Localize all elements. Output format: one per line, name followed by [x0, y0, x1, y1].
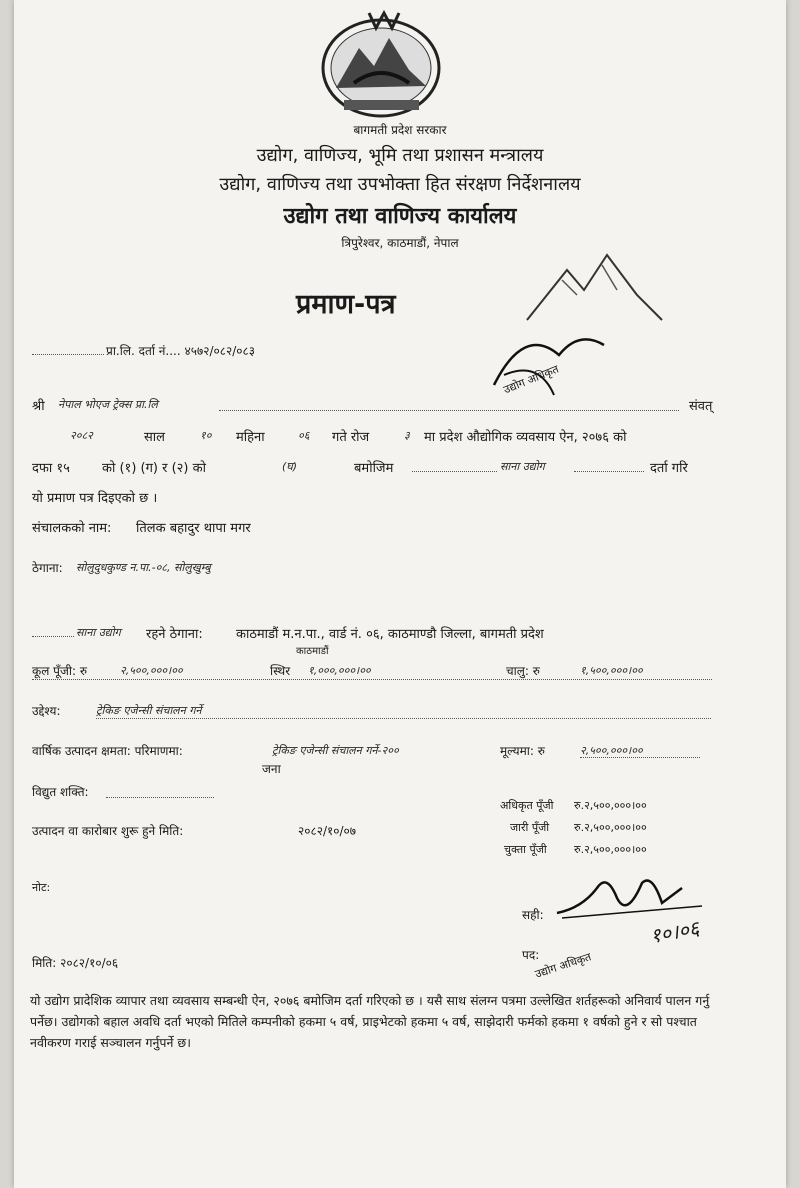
director-label: संचालकको नाम: [32, 521, 112, 536]
office-address: त्रिपुरेश्वर, काठमाडौं, नेपाल [341, 236, 459, 250]
purpose-value: ट्रेकिङ एजेन्सी संचालन गर्ने [96, 704, 202, 717]
shri-label: श्री [32, 399, 45, 414]
signature-date: १०।०६ [648, 915, 701, 949]
fixed-capital-label: स्थिर [270, 664, 291, 678]
worth-label: मूल्यमा: रु [500, 744, 545, 758]
dafa-label: दफा १५ [32, 461, 70, 476]
type-dots [412, 471, 497, 472]
paid-capital: रु.२,५००,०००।०० [574, 843, 647, 856]
gov-name: बागमती प्रदेश सरकार [353, 123, 447, 137]
reg-month: १० [200, 429, 212, 442]
worth-dots [580, 757, 700, 758]
industry-address-label: रहने ठेगाना: [146, 627, 203, 642]
month-label: महिना [236, 430, 265, 445]
issued-capital: रु.२,५००,०००।०० [574, 821, 647, 834]
certificate-page [14, 0, 786, 1188]
address-label: ठेगाना: [32, 561, 63, 575]
power-dots [106, 797, 214, 798]
start-date-label: उत्पादन वा कारोबार शुरू हुने मिति: [32, 824, 184, 838]
capacity-value: ट्रेकिङ एजेन्सी संचालन गर्ने-२०० [272, 744, 399, 757]
note-label: नोट: [32, 881, 51, 894]
fixed-capital: १,०००,०००।०० [308, 664, 371, 677]
year-label: साल [144, 430, 165, 445]
start-date: २०८२/१०/०७ [298, 824, 357, 838]
name-dots [219, 410, 679, 411]
clause-label: को (१) (ग) र (२) को [102, 461, 206, 476]
signature-label: सही: [522, 908, 544, 922]
nepal-emblem-icon [314, 8, 449, 123]
certificate-title: प्रमाण-पत्र [296, 289, 396, 320]
issued-capital-label: जारी पूँजी [510, 821, 550, 834]
company-logo-stamp-icon [522, 250, 672, 325]
industry-type-2: साना उद्योग [76, 626, 121, 639]
industry-type: साना उद्योग [500, 460, 545, 473]
darta-gari-label: दर्ता गरि [650, 461, 688, 476]
ind-dots [32, 636, 74, 637]
authorized-capital-label: अधिकृत पूँजी [500, 799, 554, 812]
purpose-label: उद्देश्य: [32, 704, 61, 718]
authorized-capital: रु.२,५००,०००।०० [574, 799, 647, 812]
purpose-dots [96, 718, 711, 719]
act-text: मा प्रदेश औद्योगिक व्यवसाय ऐन, २०७६ को [424, 430, 627, 445]
footer-paragraph: यो उद्योग प्रादेशिक व्यापार तथा व्यवसाय सम्बन्धी ऐन, २०७६ बमोजिम दर्ता गरिएको छ । यसै साथ संलग्न पत्रमा उल्लेखित शर्तहरूको अनिवार्य पालन गर्नु पर्नेछ। उद्योगको बहाल अवधि दर्ता भएको मितिले कम्पनीको हकमा ५ वर्ष, प्राइभेटको हकमा ५ वर्ष, साझेदारी फर्मको हकमा १ वर्षको हुने र सो पश्चात नवीकरण गराई सञ्चालन गर्नुपर्ने छ। [30, 993, 710, 1050]
bamojim-label: बमोजिम [354, 461, 394, 476]
day-label: गते रोज [332, 430, 370, 445]
capital-dots [32, 679, 712, 680]
certificate-issued-text: यो प्रमाण पत्र दिइएको छ । [32, 491, 158, 506]
total-capital: २,५००,०००।०० [120, 664, 183, 677]
registration-number: प्रा.लि. दर्ता नं.... ४५७२/०८२/०८३ [106, 344, 255, 358]
capacity-label: वार्षिक उत्पादन क्षमता: परिमाणमा: [32, 744, 183, 758]
director-name: तिलक बहादुर थापा मगर [136, 521, 251, 536]
company-name: नेपाल भोएज ट्रेक्स प्रा.लि [58, 398, 158, 411]
weekday: ३ [404, 429, 410, 442]
director-address: सोलुदुधकुण्ड न.पा.-०८, सोलुखुम्बु [76, 561, 211, 574]
directorate-name: उद्योग, वाणिज्य तथा उपभोक्ता हित संरक्षण निर्देशनालय [219, 174, 581, 195]
position-label: पद: [522, 948, 540, 962]
industry-address: काठमाडौं म.न.पा., वार्ड नं. ०६, काठमाण्डौ जिल्ला, बागमती प्रदेश [236, 627, 544, 642]
working-capital: १,५००,०००।०० [580, 664, 643, 677]
total-capital-label: कूल पूँजी: रु [32, 664, 88, 678]
officer-stamp-icon [484, 315, 614, 410]
officer-stamp-text-2: उद्योग अधिकृत [533, 950, 593, 981]
issue-date: मिति: २०८२/१०/०६ [32, 956, 119, 970]
worth-value: २,५००,०००।०० [580, 744, 643, 757]
power-label: विद्युत शक्ति: [32, 785, 89, 799]
paid-capital-label: चुक्ता पूँजी [504, 843, 547, 856]
type-dots-2 [574, 471, 644, 472]
office-name: उद्योग तथा वाणिज्य कार्यालय [283, 204, 517, 229]
reg-year: २०८२ [70, 429, 93, 442]
industry-address-sub: काठमाडौं [296, 646, 329, 657]
capacity-unit: जना [262, 762, 281, 776]
working-capital-label: चालु: रु [506, 664, 540, 678]
samvat-label: संवत् [689, 399, 713, 414]
ministry-name: उद्योग, वाणिज्य, भूमि तथा प्रशासन मन्त्रालय [256, 145, 544, 166]
clause-sub: (घ) [282, 460, 298, 473]
reg-dots [32, 354, 104, 355]
reg-day: ०६ [298, 429, 310, 442]
officer-stamp-text: उद्योग अधिकृत [501, 362, 561, 397]
